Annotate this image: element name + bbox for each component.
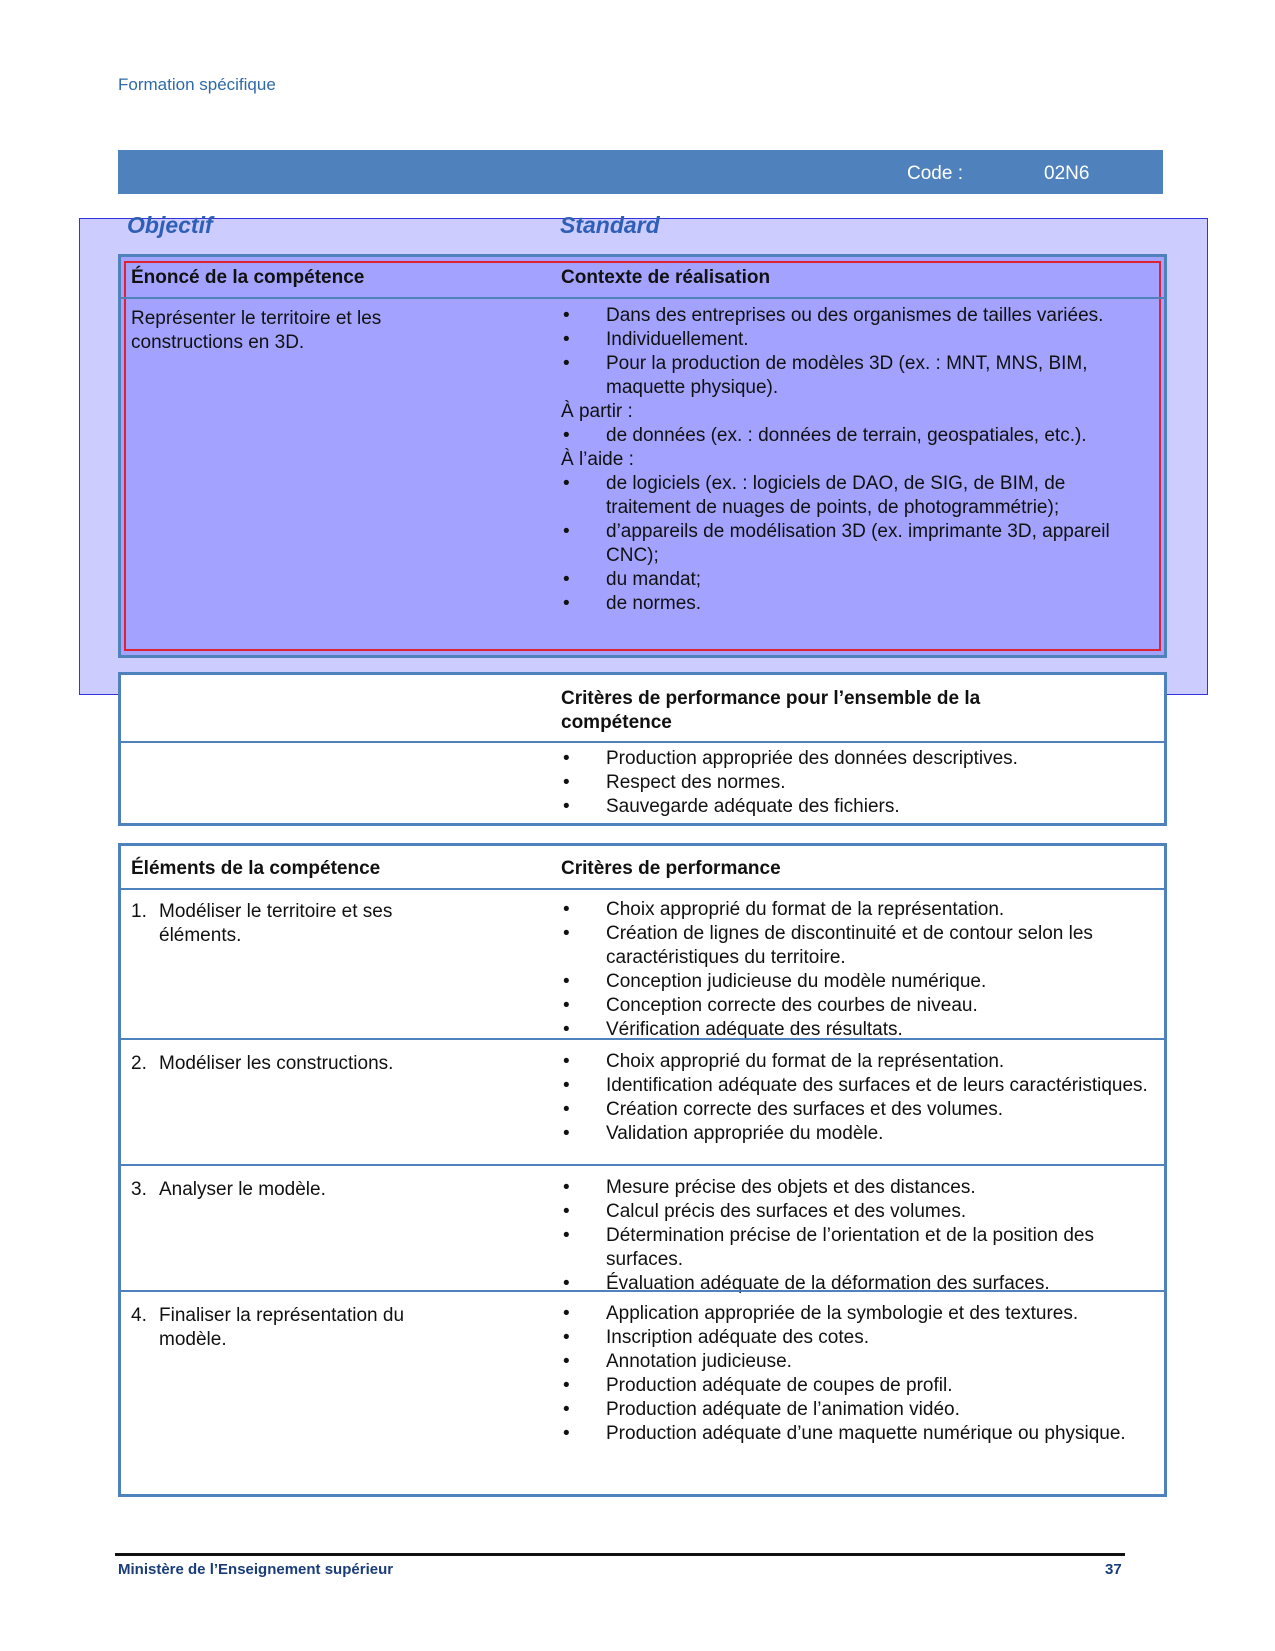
bullet-text: Respect des normes. [606, 772, 786, 793]
bullet-icon: • [563, 796, 570, 817]
bullet-text: de normes. [606, 593, 702, 614]
element-label [131, 1052, 441, 1076]
context-subheading: À partir : [561, 401, 633, 422]
criteria-list [561, 1302, 1151, 1446]
criteria-list [561, 1176, 1151, 1296]
bullet-text: de logiciels (ex. : logiciels de DAO, de SIG, de BIM, de traitement de nuages de points, de photogrammétrie); [606, 473, 1066, 518]
bullet-icon: • [563, 1303, 570, 1324]
objectif-heading: Objectif [127, 212, 213, 238]
bullet-text: Évaluation adéquate de la déformation des surfaces. [606, 1273, 1050, 1294]
criteria-list [561, 1050, 1151, 1146]
element-text: Analyser le modèle. [159, 1179, 326, 1200]
element-text: Modéliser le territoire et ses éléments. [159, 901, 393, 946]
bullet-text: Choix approprié du format de la représentation. [606, 1051, 1005, 1072]
bullet-icon: • [563, 569, 570, 590]
bullet-item [561, 592, 1151, 616]
bullet-item [561, 1176, 1151, 1200]
bullet-item [561, 1224, 1151, 1272]
page-number: 37 [1105, 1561, 1122, 1578]
bullet-text: Production adéquate d’une maquette numérique ou physique. [606, 1423, 1126, 1444]
row-divider [121, 1290, 1164, 1292]
bullet-text: Sauvegarde adéquate des fichiers. [606, 796, 900, 817]
bullet-item [561, 922, 1151, 970]
bullet-text: Création correcte des surfaces et des volumes. [606, 1099, 1004, 1120]
page-header: Formation spécifique [118, 75, 276, 94]
row-divider [121, 1164, 1164, 1166]
bullet-item [561, 1302, 1151, 1326]
bullet-icon: • [563, 305, 570, 326]
bullet-icon: • [563, 1123, 570, 1144]
bullet-icon: • [563, 995, 570, 1016]
contexte-list [561, 304, 1151, 616]
bullet-icon: • [563, 353, 570, 374]
bullet-item [561, 1422, 1151, 1446]
enonce-text: Représenter le territoire et les constructions en 3D. [131, 308, 382, 353]
bullet-item [561, 520, 1151, 568]
bullet-icon: • [563, 748, 570, 769]
bullet-item [561, 1398, 1151, 1422]
bullet-icon: • [563, 1423, 570, 1444]
bullet-icon: • [563, 1201, 570, 1222]
row-divider [121, 1038, 1164, 1040]
bullet-text: Production adéquate de coupes de profil. [606, 1375, 953, 1396]
bullet-text: Individuellement. [606, 329, 749, 350]
contexte-heading: Contexte de réalisation [561, 267, 771, 288]
element-text: Modéliser les constructions. [159, 1053, 394, 1074]
bullet-text: Validation appropriée du modèle. [606, 1123, 884, 1144]
elements-heading: Éléments de la compétence [131, 858, 381, 879]
bullet-item [561, 328, 1151, 352]
bullet-icon: • [563, 473, 570, 494]
code-bar [118, 150, 1163, 194]
bullet-text: Inscription adéquate des cotes. [606, 1327, 870, 1348]
bullet-icon: • [563, 1099, 570, 1120]
criteres-ensemble-list [561, 747, 1151, 819]
bullet-text: Identification adéquate des surfaces et de leurs caractéristiques. [606, 1075, 1148, 1096]
bullet-text: Mesure précise des objets et des distances. [606, 1177, 976, 1198]
bullet-text: Conception judicieuse du modèle numérique. [606, 971, 987, 992]
bullet-icon: • [563, 1375, 570, 1396]
bullet-icon: • [563, 1051, 570, 1072]
element-number: 4. [131, 1305, 147, 1326]
bullet-icon: • [563, 521, 570, 542]
bullet-text: Dans des entreprises ou des organismes de tailles variées. [606, 305, 1104, 326]
bullet-icon: • [563, 971, 570, 992]
bullet-item [561, 424, 1151, 448]
bullet-text: Application appropriée de la symbologie et des textures. [606, 1303, 1079, 1324]
element-number: 1. [131, 901, 147, 922]
bullet-icon: • [563, 1327, 570, 1348]
bullet-icon: • [563, 1351, 570, 1372]
criteres-ensemble-heading: Critères de performance pour l’ensemble de la compétence [561, 688, 981, 733]
bullet-text: Détermination précise de l’orientation et de la position des surfaces. [606, 1225, 1094, 1270]
bullet-item [561, 1122, 1151, 1146]
enonce-table [118, 254, 1167, 658]
bullet-item [561, 1326, 1151, 1350]
element-number: 2. [131, 1053, 147, 1074]
bullet-item [561, 568, 1151, 592]
bullet-icon: • [563, 899, 570, 920]
bullet-text: Production adéquate de l’animation vidéo. [606, 1399, 960, 1420]
criteria-list [561, 898, 1151, 1042]
bullet-item [561, 1200, 1151, 1224]
element-label [131, 1178, 441, 1202]
bullet-text: Conception correcte des courbes de niveau. [606, 995, 978, 1016]
bullet-icon: • [563, 772, 570, 793]
standard-heading: Standard [560, 212, 660, 238]
elements-table [118, 843, 1167, 1497]
bullet-icon: • [563, 923, 570, 944]
bullet-icon: • [563, 1075, 570, 1096]
footer-rule [115, 1553, 1125, 1556]
bullet-item [561, 304, 1151, 328]
bullet-item [561, 771, 1151, 795]
bullet-item [561, 1074, 1151, 1098]
header-divider [121, 297, 1164, 299]
criteres-heading: Critères de performance [561, 858, 781, 879]
bullet-icon: • [563, 593, 570, 614]
context-subheading: À l’aide : [561, 449, 634, 470]
bullet-item [561, 970, 1151, 994]
code-label: Code : [907, 163, 963, 184]
bullet-icon: • [563, 1399, 570, 1420]
bullet-icon: • [563, 1225, 570, 1246]
bullet-item [561, 795, 1151, 819]
bullet-text: Calcul précis des surfaces et des volumes. [606, 1201, 967, 1222]
criteres-ensemble-table [118, 672, 1167, 826]
bullet-item [561, 1272, 1151, 1296]
bullet-item [561, 1098, 1151, 1122]
bullet-text: Création de lignes de discontinuité et de contour selon les caractéristiques du territoire. [606, 923, 1093, 968]
element-label [131, 900, 441, 948]
bullet-item [561, 352, 1151, 400]
bullet-item [561, 994, 1151, 1018]
bullet-text: Pour la production de modèles 3D (ex. : MNT, MNS, BIM, maquette physique). [606, 353, 1088, 398]
header-divider [121, 888, 1164, 890]
bullet-item [561, 472, 1151, 520]
bullet-item [561, 1050, 1151, 1074]
bullet-icon: • [563, 1177, 570, 1198]
bullet-text: Annotation judicieuse. [606, 1351, 792, 1372]
bullet-text: du mandat; [606, 569, 702, 590]
bullet-item [561, 747, 1151, 771]
bullet-text: Production appropriée des données descriptives. [606, 748, 1018, 769]
footer-ministry: Ministère de l’Enseignement supérieur [118, 1561, 394, 1578]
element-text: Finaliser la représentation du modèle. [159, 1305, 405, 1350]
header-divider [121, 741, 1164, 743]
bullet-text: de données (ex. : données de terrain, geospatiales, etc.). [606, 425, 1087, 446]
enonce-heading: Énoncé de la compétence [131, 267, 365, 288]
bullet-icon: • [563, 1019, 570, 1040]
bullet-icon: • [563, 329, 570, 350]
bullet-text: Choix approprié du format de la représentation. [606, 899, 1005, 920]
bullet-text: d’appareils de modélisation 3D (ex. imprimante 3D, appareil CNC); [606, 521, 1110, 566]
bullet-icon: • [563, 1273, 570, 1294]
bullet-item [561, 1350, 1151, 1374]
code-value: 02N6 [1044, 163, 1090, 184]
bullet-item [561, 898, 1151, 922]
element-number: 3. [131, 1179, 147, 1200]
bullet-item [561, 1374, 1151, 1398]
element-label [131, 1304, 441, 1352]
bullet-text: Vérification adéquate des résultats. [606, 1019, 903, 1040]
bullet-icon: • [563, 425, 570, 446]
